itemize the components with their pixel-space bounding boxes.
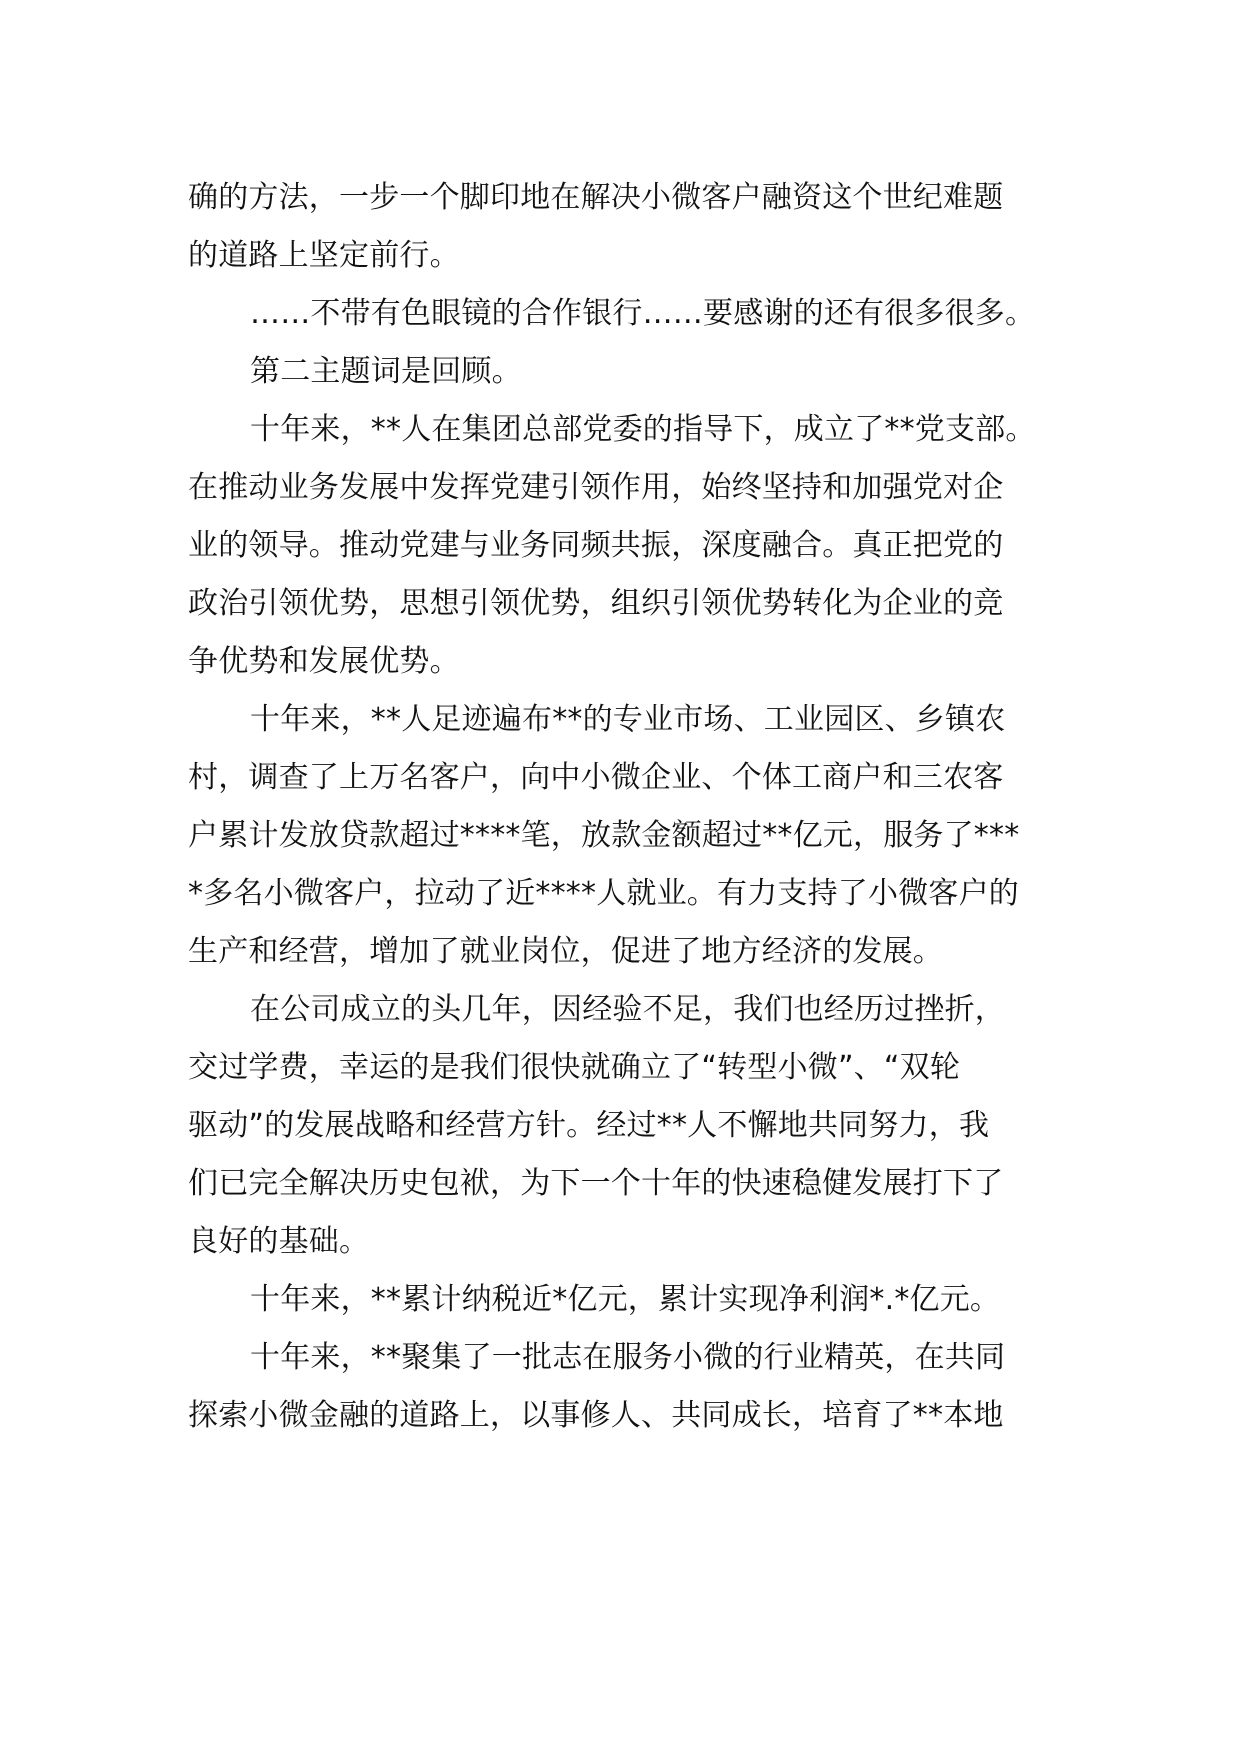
body-text-line: 村，调查了上万名客户，向中小微企业、个体工商户和三农客 bbox=[188, 760, 1004, 795]
body-text-line: 十年来，**人在集团总部党委的指导下，成立了**党支部。 bbox=[250, 412, 1036, 447]
body-text-line: 们已完全解决历史包袱，为下一个十年的快速稳健发展打下了 bbox=[188, 1166, 1004, 1201]
body-text-line: 十年来，**累计纳税近*亿元，累计实现净利润*.*亿元。 bbox=[250, 1282, 1001, 1317]
body-text-line: *多名小微客户，拉动了近****人就业。有力支持了小微客户的 bbox=[188, 876, 1019, 911]
section-heading: 第二主题词是回顾。 bbox=[250, 354, 522, 389]
body-text-line: 十年来，**人足迹遍布**的专业市场、工业园区、乡镇农 bbox=[250, 702, 1006, 737]
body-text-line: 业的领导。推动党建与业务同频共振，深度融合。真正把党的 bbox=[188, 528, 1004, 563]
body-text-line: 十年来，**聚集了一批志在服务小微的行业精英，在共同 bbox=[250, 1340, 1006, 1375]
body-text-line: 驱动”的发展战略和经营方针。经过**人不懈地共同努力，我 bbox=[188, 1108, 990, 1143]
body-text-line: 确的方法，一步一个脚印地在解决小微客户融资这个世纪难题 bbox=[188, 180, 1004, 215]
body-text-line: 在推动业务发展中发挥党建引领作用，始终坚持和加强党对企 bbox=[188, 470, 1004, 505]
body-text-line: 在公司成立的头几年，因经验不足，我们也经历过挫折， bbox=[250, 992, 1005, 1027]
body-text-line: ……不带有色眼镜的合作银行……要感谢的还有很多很多。 bbox=[250, 296, 1036, 331]
body-text-line: 争优势和发展优势。 bbox=[188, 644, 460, 679]
body-text-line: 政治引领优势，思想引领优势，组织引领优势转化为企业的竞 bbox=[188, 586, 1004, 621]
body-text-line: 户累计发放贷款超过****笔，放款金额超过**亿元，服务了*** bbox=[188, 818, 1020, 853]
body-text-line: 探索小微金融的道路上，以事修人、共同成长，培育了**本地 bbox=[188, 1398, 1004, 1433]
body-text-line: 的道路上坚定前行。 bbox=[188, 238, 460, 273]
body-text-line: 良好的基础。 bbox=[188, 1224, 370, 1259]
body-text-line: 交过学费，幸运的是我们很快就确立了“转型小微”、“双轮 bbox=[188, 1050, 961, 1085]
body-text-line: 生产和经营，增加了就业岗位，促进了地方经济的发展。 bbox=[188, 934, 943, 969]
